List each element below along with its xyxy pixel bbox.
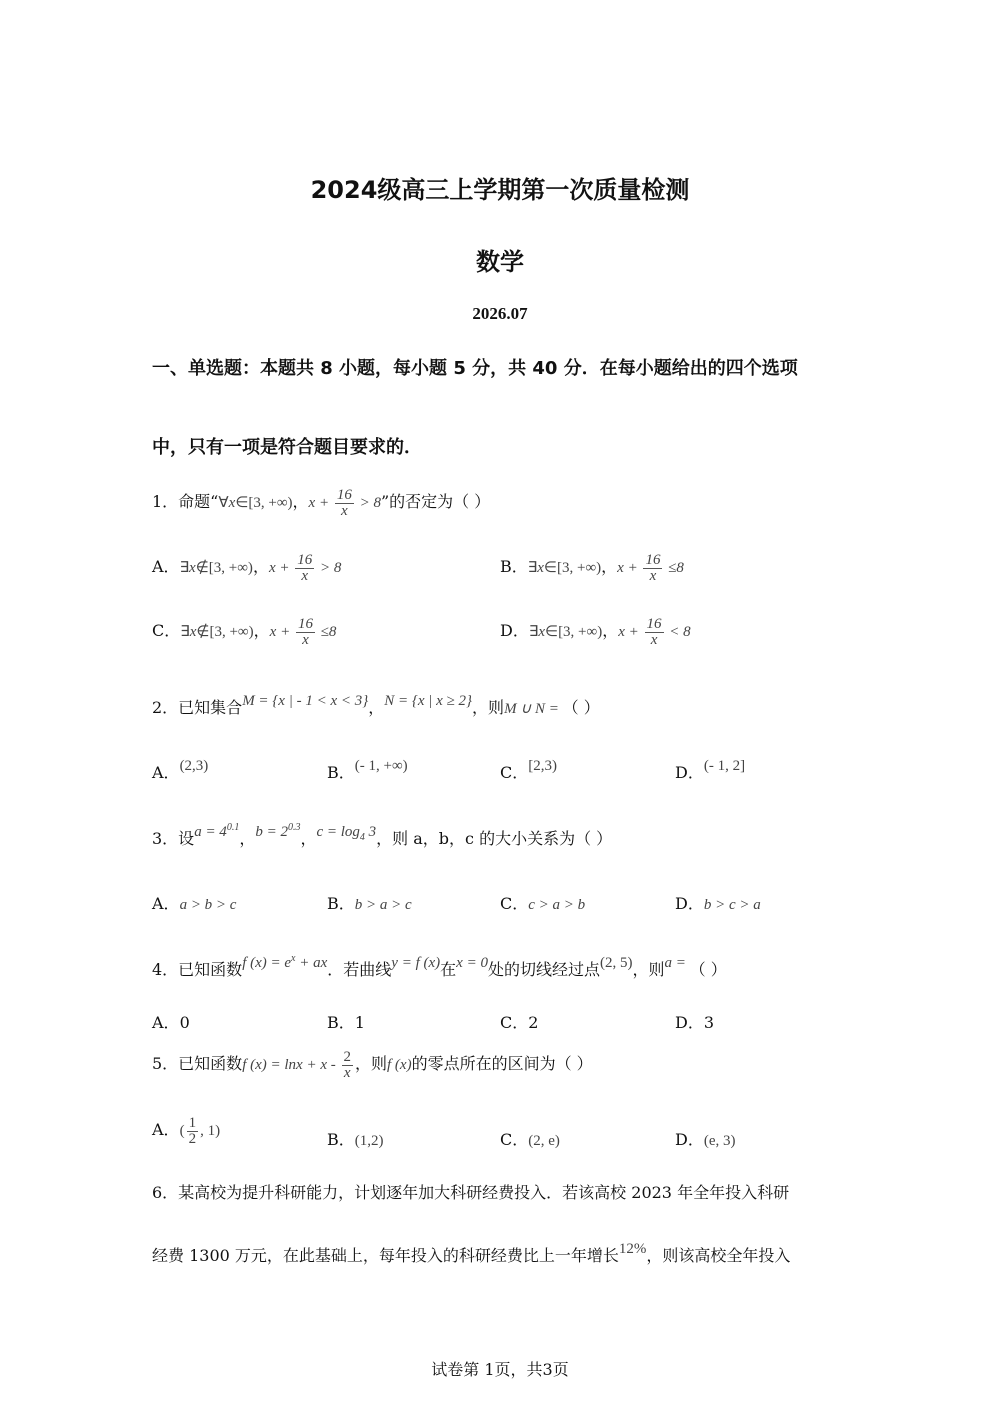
exam-date: 2026.07 <box>472 304 528 323</box>
q1-formula-b: x + $\frac{16}{x}$ > 8 <box>308 487 381 519</box>
question-6-line2: 经费 1300 万元，在此基础上，每年投入的科研经费比上一年增长12%，则该高校全年投入 <box>152 1241 791 1265</box>
question-6-line1: 6．某高校为提升科研能力，计划逐年加大科研经费投入．若该高校 2023 年全年投入科研 <box>152 1183 790 1202</box>
q2-set-m: M = {x | - 1 < x < 3} <box>242 693 369 709</box>
q4-option-d[interactable]: D．3 <box>675 1013 715 1032</box>
q2-option-b[interactable]: B．(- 1, +∞) <box>327 758 408 782</box>
q1-suffix: ”的否定为（ ） <box>380 491 491 511</box>
q2-option-a[interactable]: A．(2,3) <box>152 758 209 782</box>
q5-option-a-interval: ( $\frac{1}{2}$ , 1) <box>179 1115 221 1147</box>
q5-option-c[interactable]: C．(2, e) <box>500 1130 560 1149</box>
q2-set-n: N = {x | x ≥ 2} <box>384 693 473 709</box>
q1-option-d[interactable]: D．∃x∈[3, +∞)，x + $\frac{16}{x}$ < 8 <box>500 616 691 648</box>
q3-option-a[interactable]: A．a > b > c <box>152 894 237 913</box>
q4-option-a[interactable]: A．0 <box>152 1013 190 1032</box>
question-2: 2．已知集合M = {x | - 1 < x < 3}，N = {x | x ≥ 2}，则M ∪ N = （ ） <box>152 693 600 717</box>
q1-formula-a: ∀x∈[3, +∞) <box>218 494 293 511</box>
q2-union: M ∪ N = <box>504 701 563 717</box>
q4-option-b[interactable]: B．1 <box>327 1013 365 1032</box>
q6-percent: 12% <box>618 1241 647 1257</box>
q1-option-b[interactable]: B．∃x∈[3, +∞)，x + $\frac{16}{x}$ ≤8 <box>500 552 684 584</box>
q4-point: (2, 5) <box>599 955 633 971</box>
q4-curve: y = f (x) <box>391 955 441 971</box>
q4-option-c[interactable]: C．2 <box>500 1013 539 1032</box>
section-heading-line1: 一、单选题：本题共 8 小题，每小题 5 分，共 40 分．在每小题给出的四个选项 <box>152 358 798 379</box>
q3-a-def: $a = 4^{0.1}$ <box>194 822 240 840</box>
q5-option-d[interactable]: D．(e, 3) <box>675 1130 736 1149</box>
q4-a: a = <box>664 955 690 971</box>
q4-function: f $(x) = e^x$ + ax <box>242 953 328 971</box>
question-5: 5．已知函数f (x) = lnx + x - $\frac{2}{x}$ ，则f (x)的零点所在的区间为（ ） <box>152 1049 593 1081</box>
section-heading-line2: 中，只有一项是符合题目要求的． <box>152 437 422 458</box>
q5-fx: f (x) <box>387 1056 412 1073</box>
exam-title: 2024级高三上学期第一次质量检测 <box>310 176 690 204</box>
q5-option-b[interactable]: B．(1,2) <box>327 1130 384 1149</box>
q4-x0: x = 0 <box>456 955 488 971</box>
q2-option-c[interactable]: C．[2,3) <box>500 758 557 782</box>
question-1: 1．命题“∀x∈[3, +∞)，x + $\frac{16}{x}$ > 8”的否定为（ ） <box>152 487 491 519</box>
q1-option-a[interactable]: A．∃x∉[3, +∞)，x + $\frac{16}{x}$ > 8 <box>152 552 342 584</box>
q2-option-d[interactable]: D．(- 1, 2] <box>675 758 746 782</box>
question-4: 4．已知函数f $(x) = e^x$ + ax．若曲线y = f (x)在x = 0处的切线经过点(2, 5)，则a = （ ） <box>152 953 727 979</box>
q3-option-d[interactable]: D．b > c > a <box>675 894 761 913</box>
question-3: 3．设$a = 4^{0.1}$，$b = 2^{0.3}$，$c = \log_4 3$，则 a，b，c 的大小关系为（ ） <box>152 822 613 848</box>
page-footer: 试卷第 1页，共3页 <box>431 1360 569 1379</box>
q5-function: f (x) = lnx + x - $\frac{2}{x}$ <box>242 1049 351 1081</box>
q3-c-def: $c = \log_4 3$ <box>316 824 377 843</box>
q1-option-c[interactable]: C．∃x∉[3, +∞)，x + $\frac{16}{x}$ ≤8 <box>152 616 337 648</box>
q3-option-b[interactable]: B．b > a > c <box>327 894 412 913</box>
subject-title: 数学 <box>476 248 524 276</box>
q1-prefix: 1．命题“ <box>152 491 219 511</box>
q5-option-a[interactable]: A．( $\frac{1}{2}$ , 1) <box>152 1115 221 1147</box>
q3-option-c[interactable]: C．c > a > b <box>500 894 586 913</box>
q3-b-def: $b = 2^{0.3}$ <box>255 822 301 840</box>
